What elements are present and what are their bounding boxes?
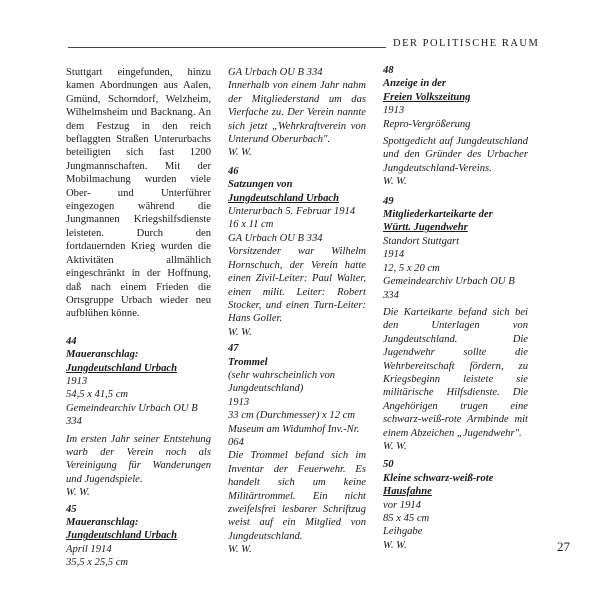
catalog-entry-45	[66, 503, 211, 570]
entry-title-underlined: Jungdeutschland Urbach	[66, 530, 177, 542]
entry-title-underlined: Jungdeutschland Urbach	[228, 192, 339, 204]
entry-date: April 1914	[66, 543, 112, 555]
entry-number: 48	[383, 65, 394, 76]
catalog-entry-48	[383, 64, 528, 189]
entry-place: Standort Stuttgart	[383, 235, 460, 247]
entry-number: 44	[66, 335, 77, 347]
catalog-entry-46	[228, 165, 366, 339]
entry-author: W. W.	[66, 487, 90, 499]
entry-size: 33 cm (Durchmesser) x 12 cm	[228, 410, 355, 422]
entry-title: Satzungen von	[228, 179, 293, 191]
catalog-entry-47	[228, 342, 366, 557]
entry-size: 35,5 x 25,5 cm	[66, 557, 129, 569]
entry-date: vor 1914	[383, 499, 421, 511]
entry-date: Unterurbach 5. Februar 1914	[228, 206, 356, 218]
entry-title: Maueranschlag:	[66, 349, 139, 361]
entry-author: W. W.	[383, 440, 407, 452]
entry-author: W. W.	[228, 544, 252, 556]
entry-type: Repro-Vergrößerung	[383, 118, 471, 130]
entry-description: Die Trommel befand sich im Inventar der Feuerwehr. Es handelt sich um keine Militärtrommel. Ein nicht zweifelsfrei lesbarer Schriftzug weist auf ein Mitglied von Jungdeutschland.	[228, 450, 366, 542]
catalog-entry-45-continued	[228, 66, 366, 160]
entry-year: 1913	[383, 105, 405, 117]
entry-description: Die Karteikarte befand sich bei den Unterlagen von Jungdeutschland. Die Jugendwehr sollte die Wehrbereitschaft fördern, zu Kriegsbeginn leistete sie militärische Hilfsdienste. Die Angehörigen trugen eine schwarz-weiß-rote Armbinde mit einem Abzeichen „Jugendwehr".	[383, 306, 528, 439]
entry-size: 85 x 45 cm	[383, 513, 430, 524]
entry-year: 1913	[228, 396, 250, 408]
entry-title: Kleine schwarz-weiß-rote	[383, 472, 494, 484]
entry-size: 16 x 11 cm	[228, 219, 274, 231]
entry-title: Anzeige in der	[383, 78, 446, 90]
entry-number: 46	[228, 165, 239, 177]
catalog-entry-44	[66, 335, 211, 500]
entry-year: 1913	[66, 375, 88, 387]
entry-title: Mitgliederkarteikarte der	[383, 209, 493, 221]
catalog-entry-49	[383, 195, 528, 454]
entry-archive: Museum am Widumhof Inv.-Nr. 064	[228, 423, 360, 448]
entry-author: W. W.	[383, 539, 407, 551]
entry-author: W. W.	[228, 147, 252, 159]
header-rule	[68, 47, 386, 48]
entry-description: Vorsitzender war Wilhelm Hornschuch, der Verein hatte einen Zivil-Leiter: Paul Walter, einen milit. Leiter: Robert Stocker, und einen Turn-Leiter: Hans Goller.	[228, 246, 366, 325]
entry-note: (sehr wahrscheinlich von Jungdeutschland)	[228, 369, 336, 395]
section-header: DER POLITISCHE RAUM	[393, 38, 540, 49]
entry-title-underlined: Jungdeutschland Urbach	[66, 362, 177, 374]
entry-title-underlined: Freien Volkszeitung	[383, 91, 471, 103]
entry-title-underlined: Hausfahne	[383, 486, 432, 498]
entry-author: W. W.	[383, 176, 407, 188]
catalog-entry-50	[383, 458, 528, 552]
entry-number: 50	[383, 459, 394, 471]
intro-paragraph: Stuttgart eingefunden, hinzu kamen Abordnungen aus Aalen, Gmünd, Schorndorf, Welzheim, Wilhelmsheim und Backnang. An dem Festzug in den reich beflaggten Straßen Unterurbachs beteiligten sich fast 1200 Jungmannschaften. Mit der Mobilmachung wurden viele Ober- und Unterführer eingezogen während die Jungmannen Kriegshilfsdienste leisteten. Durch den fortdauernden Krieg wurden die Aktivitäten allmählich eingeschränkt in der Hoffnung, daß nach einem Frieden die Ortsgruppe Urbach wieder neu aufblühen könne.	[66, 67, 211, 320]
entry-description: Innerhalb von einem Jahr nahm der Mitgliederstand um das Vierfache zu. Der Verein nannte sich jetzt „Wehrkraftverein von Unterund Oberurbach".	[228, 80, 366, 146]
entry-archive: Gemeindearchiv Urbach OU B 334	[66, 402, 198, 428]
entry-archive: Gemeindearchiv Urbach OU B 334	[383, 276, 515, 301]
page-number: 27	[557, 539, 570, 554]
entry-title: Maueranschlag:	[66, 517, 139, 528]
column-3	[383, 64, 528, 552]
entry-archive: GA Urbach OU B 334	[228, 67, 323, 78]
entry-number: 47	[228, 343, 239, 355]
entry-number: 45	[66, 503, 77, 515]
entry-description: Spottgedicht auf Jungdeutschland und den Gründer des Urbacher Jungdeutschland-Vereins.	[383, 136, 528, 174]
entry-number: 49	[383, 195, 394, 207]
entry-archive: GA Urbach OU B 334	[228, 232, 323, 244]
entry-year: 1914	[383, 249, 405, 261]
entry-title-underlined: Württ. Jugendwehr	[383, 222, 468, 234]
entry-title: Trommel	[228, 356, 268, 368]
entry-size: 12, 5 x 20 cm	[383, 262, 440, 274]
entry-size: 54,5 x 41,5 cm	[66, 389, 129, 401]
entry-author: W. W.	[228, 326, 252, 338]
entry-lender: Leihgabe	[383, 526, 423, 538]
column-1	[66, 66, 211, 570]
column-2	[228, 66, 366, 557]
entry-description: Im ersten Jahr seiner Entstehung warb der Verein noch als Vereinigung für Wanderungen und Jugendspiele.	[66, 433, 211, 485]
